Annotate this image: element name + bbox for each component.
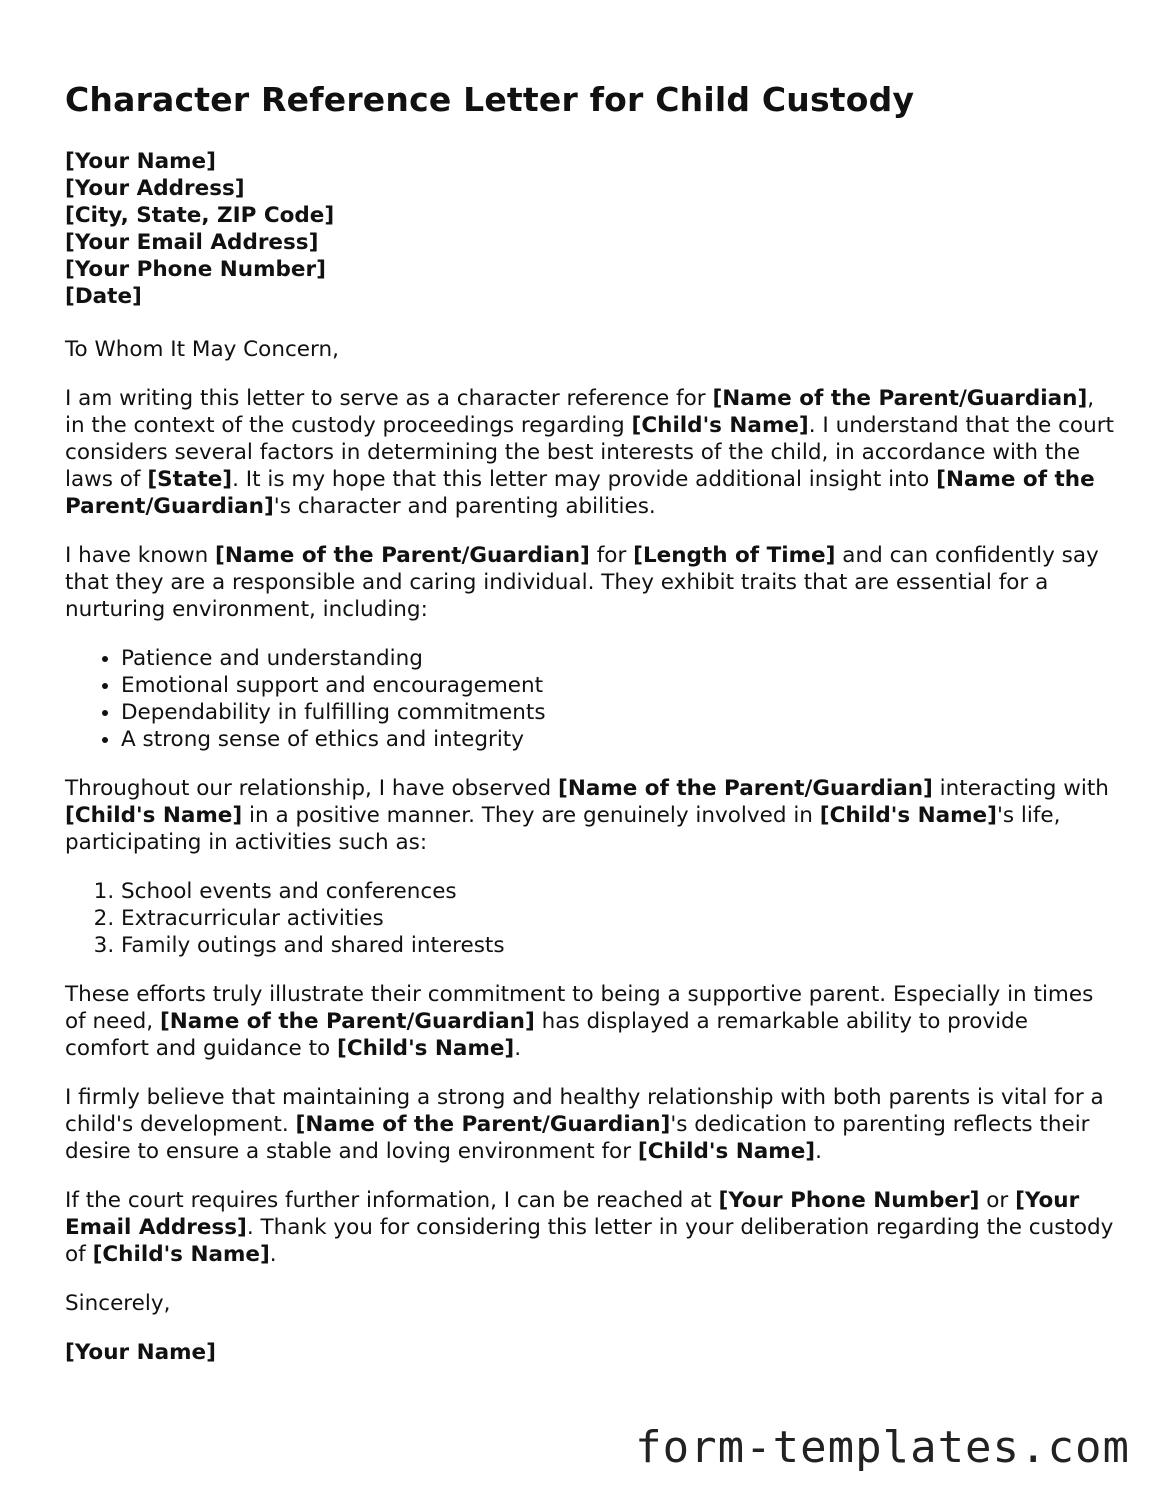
placeholder-state: [State]: [147, 467, 233, 492]
list-item: • Patience and understanding: [121, 645, 1115, 672]
text: has displayed a remarkable ability to provide comfort and guidance to: [65, 1009, 1028, 1061]
paragraph-contact: [65, 1187, 1115, 1268]
list-item: • A strong sense of ethics and integrity: [121, 726, 1115, 753]
sender-email: [Your Email Address]: [65, 230, 319, 255]
text: .: [815, 1139, 822, 1164]
placeholder-child-name: [Child's Name]: [819, 803, 997, 828]
text: and can confidently say that they are a responsible and caring individual. They exhibit traits that are essential for a nurturing environment, including:: [65, 543, 1099, 622]
text: . Thank you for considering this letter in your deliberation regarding the custody of: [65, 1215, 1114, 1267]
placeholder-parent-name: [Name of the Parent/Guardian]: [295, 1112, 671, 1137]
placeholder-phone: [Your Phone Number]: [718, 1188, 980, 1213]
letter-document: [65, 80, 1115, 1366]
text: in a positive manner. They are genuinely involved in: [242, 803, 820, 828]
text: I firmly believe that maintaining a strong and healthy relationship with both parents is vital for a child's development.: [65, 1085, 1104, 1137]
list-item: • Emotional support and encouragement: [121, 672, 1115, 699]
sender-address: [Your Address]: [65, 176, 245, 201]
text: or: [979, 1188, 1016, 1213]
paragraph-commitment: [65, 981, 1115, 1062]
sender-date: [Date]: [65, 284, 142, 309]
traits-list: [65, 645, 1115, 753]
placeholder-email: [Your Email Address]: [65, 1188, 1080, 1240]
text: 's character and parenting abilities.: [273, 494, 656, 519]
watermark: form-templates.com: [635, 1422, 1130, 1473]
list-item: 2. Extracurricular activities: [121, 905, 1115, 932]
text: I have known: [65, 543, 216, 568]
activities-list: [65, 878, 1115, 959]
paragraph-relationship: [65, 542, 1115, 623]
paragraph-involvement: [65, 775, 1115, 856]
placeholder-parent-name: [Name of the Parent/Guardian]: [712, 386, 1088, 411]
signature-name: [Your Name]: [65, 1340, 216, 1365]
text: , in the context of the custody proceedings regarding: [65, 386, 1095, 438]
closing: Sincerely,: [65, 1291, 171, 1316]
text: . I understand that the court considers several factors in determining the best interests of the child, in accordance with the laws of: [65, 413, 1114, 492]
placeholder-child-name: [Child's Name]: [631, 413, 809, 438]
text: Throughout our relationship, I have observed: [65, 776, 558, 801]
placeholder-child-name: [Child's Name]: [337, 1036, 515, 1061]
placeholder-child-name: [Child's Name]: [92, 1242, 270, 1267]
text: for: [589, 543, 634, 568]
salutation: To Whom It May Concern,: [65, 337, 339, 362]
placeholder-parent-name: [Name of the Parent/Guardian]: [159, 1009, 535, 1034]
text: These efforts truly illustrate their commitment to being a supportive parent. Especially in times of need,: [65, 982, 1094, 1034]
sender-name: [Your Name]: [65, 149, 216, 174]
text: 's life, participating in activities such as:: [65, 803, 1061, 855]
text: interacting with: [932, 776, 1109, 801]
text: 's dedication to parenting reflects their desire to ensure a stable and loving environment for: [65, 1112, 1090, 1164]
placeholder-child-name: [Child's Name]: [65, 803, 243, 828]
placeholder-parent-name: [Name of the Parent/Guardian]: [65, 467, 1095, 519]
text: .: [269, 1242, 277, 1267]
sender-block: [65, 148, 1115, 310]
paragraph-belief: [65, 1084, 1115, 1165]
text: . It is my hope that this letter may provide additional insight into: [232, 467, 937, 492]
text: I am writing this letter to serve as a character reference for: [65, 386, 713, 411]
list-item: 3. Family outings and shared interests: [121, 932, 1115, 959]
placeholder-child-name: [Child's Name]: [637, 1139, 816, 1164]
paragraph-introduction: [65, 385, 1115, 520]
placeholder-parent-name: [Name of the Parent/Guardian]: [558, 776, 933, 801]
placeholder-parent-name: [Name of the Parent/Guardian]: [215, 543, 590, 568]
text: If the court requires further information, I can be reached at: [65, 1188, 719, 1213]
sender-phone: [Your Phone Number]: [65, 257, 326, 282]
list-item: 1. School events and conferences: [121, 878, 1115, 905]
list-item: • Dependability in fulfilling commitments: [121, 699, 1115, 726]
placeholder-length-of-time: [Length of Time]: [633, 543, 836, 568]
text: .: [514, 1036, 522, 1061]
sender-city-state-zip: [City, State, ZIP Code]: [65, 203, 335, 228]
letter-title: Character Reference Letter for Child Custody: [65, 80, 915, 119]
